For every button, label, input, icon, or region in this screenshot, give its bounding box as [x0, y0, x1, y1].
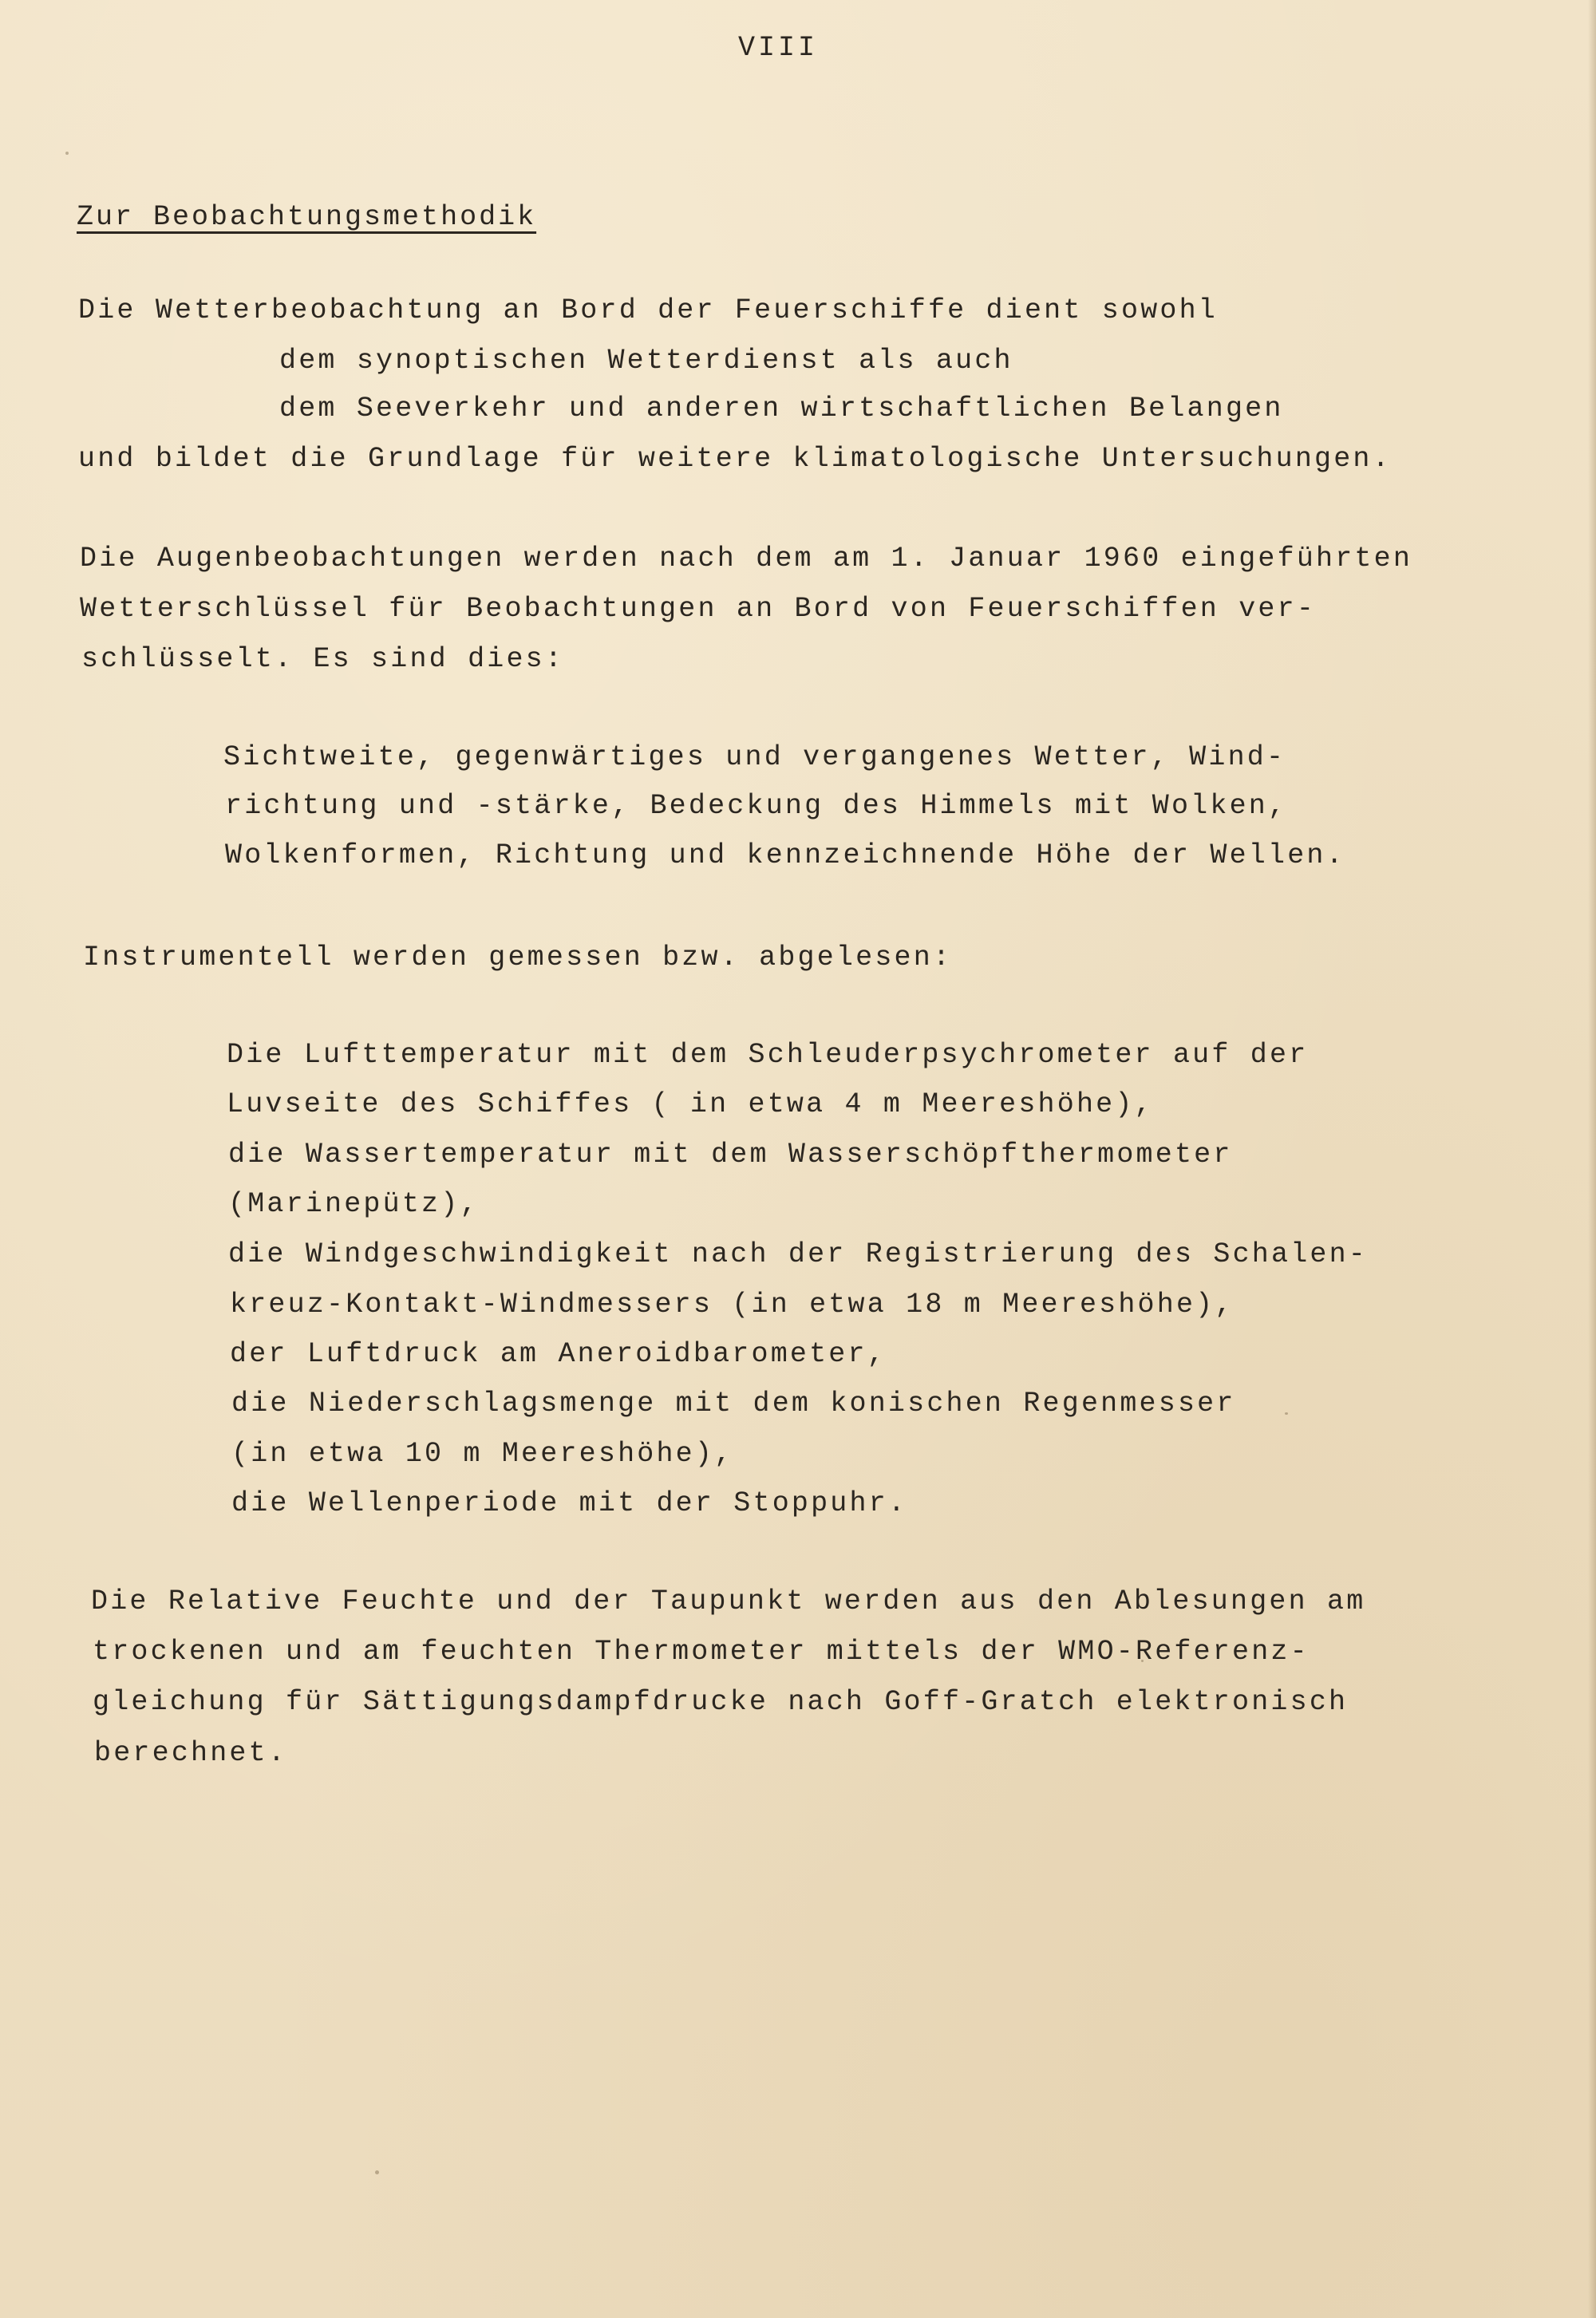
paragraph-line: berechnet. [94, 1737, 288, 1769]
paper-speck [375, 2170, 379, 2174]
indented-line: (Marinepütz), [228, 1188, 480, 1220]
indented-line: die Wassertemperatur mit dem Wasserschöpfthermometer [228, 1139, 1233, 1171]
paragraph-line: Die Wetterbeobachtung an Bord der Feuerschiffe dient sowohl [78, 294, 1219, 326]
indented-line: die Wellenperiode mit der Stoppuhr. [231, 1487, 908, 1519]
paragraph-line: trockenen und am feuchten Thermometer mittels der WMO-Referenz- [93, 1636, 1310, 1668]
paragraph-line: Instrumentell werden gemessen bzw. abgelesen: [83, 942, 953, 973]
paragraph-line: schlüsselt. Es sind dies: [81, 643, 565, 675]
indented-line: (in etwa 10 m Meereshöhe), [231, 1438, 734, 1470]
paragraph-line: Die Augenbeobachtungen werden nach dem am 1. Januar 1960 eingeführten [80, 543, 1413, 575]
paragraph-line: dem Seeverkehr und anderen wirtschaftlichen Belangen [279, 393, 1284, 425]
indented-line: Sichtweite, gegenwärtiges und vergangenes Wetter, Wind- [223, 741, 1286, 773]
indented-line: Luvseite des Schiffes ( in etwa 4 m Meereshöhe), [227, 1088, 1154, 1120]
page-edge-shadow [1588, 0, 1596, 2318]
paper-speck [1285, 1412, 1288, 1415]
page-number: VIII [738, 32, 819, 64]
indented-line: Die Lufttemperatur mit dem Schleuderpsychrometer auf der [227, 1039, 1309, 1071]
indented-line: der Luftdruck am Aneroidbarometer, [230, 1338, 887, 1370]
paragraph-line: Die Relative Feuchte und der Taupunkt werden aus den Ablesungen am [91, 1585, 1366, 1617]
indented-line: Wolkenformen, Richtung und kennzeichnende Höhe der Wellen. [225, 839, 1345, 871]
section-heading: Zur Beobachtungsmethodik [77, 201, 537, 233]
indented-line: die Niederschlagsmenge mit dem konischen Regenmesser [231, 1388, 1236, 1420]
indented-line: die Windgeschwindigkeit nach der Registrierung des Schalen- [228, 1238, 1369, 1270]
indented-line: kreuz-Kontakt-Windmessers (in etwa 18 m Meereshöhe), [230, 1289, 1235, 1321]
paragraph-line: Wetterschlüssel für Beobachtungen an Bord von Feuerschiffen ver- [80, 593, 1317, 625]
paragraph-line: gleichung für Sättigungsdampfdrucke nach Goff-Gratch elektronisch [93, 1686, 1349, 1718]
paper-speck [65, 152, 69, 155]
paragraph-line: und bildet die Grundlage für weitere klimatologische Untersuchungen. [78, 443, 1392, 475]
indented-line: richtung und -stärke, Bedeckung des Himmels mit Wolken, [225, 790, 1288, 822]
paragraph-line: dem synoptischen Wetterdienst als auch [279, 345, 1013, 377]
